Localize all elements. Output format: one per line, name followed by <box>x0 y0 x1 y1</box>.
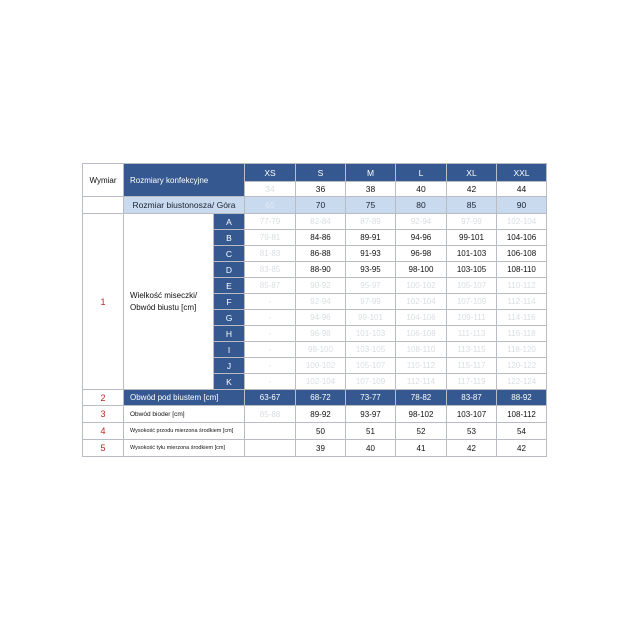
przod-row <box>83 423 547 440</box>
cup-size-label-line1: Wielkość miseczki/ <box>130 290 198 300</box>
table-cell: 108-110 <box>497 262 547 278</box>
table-cell: 100-102 <box>296 358 346 374</box>
table-cell: 85-88 <box>245 406 296 423</box>
cup-letter: A <box>214 214 245 230</box>
table-cell <box>245 440 296 457</box>
biustonosz-row <box>83 197 547 214</box>
cup-letter: D <box>214 262 245 278</box>
table-cell: 102-104 <box>497 214 547 230</box>
table-cell: 78-82 <box>396 390 447 406</box>
cup-letter: H <box>214 326 245 342</box>
table-cell: 42 <box>447 440 497 457</box>
table-cell: 93-95 <box>346 262 396 278</box>
biustonosz-value: 90 <box>497 197 547 214</box>
cup-letter: B <box>214 230 245 246</box>
table-cell: 98-102 <box>396 406 447 423</box>
table-cell: 89-92 <box>296 406 346 423</box>
table-cell: 110-112 <box>396 358 447 374</box>
table-cell: 102-104 <box>396 294 447 310</box>
table-cell: 101-103 <box>447 246 497 262</box>
cup-letter: E <box>214 278 245 294</box>
table-cell: 107-109 <box>346 374 396 390</box>
cup-letter: G <box>214 310 245 326</box>
table-cell: 105-107 <box>346 358 396 374</box>
table-cell: 52 <box>396 423 447 440</box>
konfekcja-value: 36 <box>296 182 346 197</box>
table-cell: 113-115 <box>447 342 497 358</box>
table-cell: 50 <box>296 423 346 440</box>
tyl-row <box>83 440 547 457</box>
table-cell: - <box>245 326 296 342</box>
table-cell: 98-100 <box>396 262 447 278</box>
table-cell: 110-112 <box>497 278 547 294</box>
size-header-xxl: XXL <box>497 164 547 182</box>
table-cell: 97-99 <box>447 214 497 230</box>
table-cell: 87-89 <box>346 214 396 230</box>
konfekcja-value: 38 <box>346 182 396 197</box>
przod-label: Wysokość przodu mierzona środkiem [cm] <box>124 423 245 440</box>
table-cell: 116-118 <box>497 326 547 342</box>
table-cell: 91-93 <box>346 246 396 262</box>
table-cell <box>245 423 296 440</box>
size-header-s: S <box>296 164 346 182</box>
cup-letter: I <box>214 342 245 358</box>
table-cell: 92-94 <box>296 294 346 310</box>
table-cell: 94-96 <box>296 310 346 326</box>
section-number-2: 2 <box>83 390 124 406</box>
tyl-label: Wysokość tyłu mierzona środkiem [cm] <box>124 440 245 457</box>
pod-biustem-row <box>83 390 547 406</box>
table-cell: 63-67 <box>245 390 296 406</box>
table-cell: 53 <box>447 423 497 440</box>
table-cell: 120-122 <box>497 358 547 374</box>
table-cell: 103-105 <box>346 342 396 358</box>
cup-letter: F <box>214 294 245 310</box>
table-cell: 90-92 <box>296 278 346 294</box>
size-chart-table <box>82 163 547 457</box>
table-cell: 92-94 <box>396 214 447 230</box>
table-cell: 122-124 <box>497 374 547 390</box>
size-header-xs: XS <box>245 164 296 182</box>
konfekcja-value: 40 <box>396 182 447 197</box>
table-cell: 96-98 <box>296 326 346 342</box>
table-cell: 51 <box>346 423 396 440</box>
cup-size-label-line2: Obwód biustu [cm] <box>130 302 197 312</box>
table-cell: 86-88 <box>296 246 346 262</box>
section-number-3: 3 <box>83 406 124 423</box>
table-cell: - <box>245 310 296 326</box>
table-cell: 89-91 <box>346 230 396 246</box>
cup-letter: C <box>214 246 245 262</box>
table-cell: 115-117 <box>447 358 497 374</box>
table-cell: 77-79 <box>245 214 296 230</box>
section-number-4: 4 <box>83 423 124 440</box>
biustonosz-label: Rozmiar biustonosza/ Góra <box>124 197 245 214</box>
table-cell: 88-90 <box>296 262 346 278</box>
table-cell: 68-72 <box>296 390 346 406</box>
table-cell: 94-96 <box>396 230 447 246</box>
biustonosz-value: 70 <box>296 197 346 214</box>
biodra-row <box>83 406 547 423</box>
table-cell: 88-92 <box>497 390 547 406</box>
pod-biustem-label: Obwód pod biustem [cm] <box>124 390 245 406</box>
table-cell: 114-116 <box>497 310 547 326</box>
cup-letter: J <box>214 358 245 374</box>
table-cell: - <box>245 374 296 390</box>
table-cell: 73-77 <box>346 390 396 406</box>
table-cell: 95-97 <box>346 278 396 294</box>
table-cell: 97-99 <box>346 294 396 310</box>
biustonosz-value: 80 <box>396 197 447 214</box>
table-cell: 99-101 <box>447 230 497 246</box>
table-cell: 106-108 <box>497 246 547 262</box>
table-cell: 104-106 <box>497 230 547 246</box>
konfekcja-value: 44 <box>497 182 547 197</box>
table-cell: 112-114 <box>497 294 547 310</box>
table-cell: 108-112 <box>497 406 547 423</box>
table-cell: 108-110 <box>396 342 447 358</box>
table-cell: 100-102 <box>396 278 447 294</box>
table-cell: 84-86 <box>296 230 346 246</box>
biustonosz-value: 85 <box>447 197 497 214</box>
size-header-row <box>83 164 547 182</box>
konfekcja-value: 42 <box>447 182 497 197</box>
table-cell: 83-85 <box>245 262 296 278</box>
table-cell: 39 <box>296 440 346 457</box>
table-cell: 40 <box>346 440 396 457</box>
table-cell: - <box>245 294 296 310</box>
table-cell: 99-101 <box>346 310 396 326</box>
table-cell: 105-107 <box>447 278 497 294</box>
table-cell: 106-108 <box>396 326 447 342</box>
biodra-label: Obwód bioder [cm] <box>124 406 245 423</box>
size-header-l: L <box>396 164 447 182</box>
table-cell: 54 <box>497 423 547 440</box>
table-cell: 112-114 <box>396 374 447 390</box>
table-cell: 42 <box>497 440 547 457</box>
table-cell: 41 <box>396 440 447 457</box>
table-cell: 85-87 <box>245 278 296 294</box>
section-number-5: 5 <box>83 440 124 457</box>
table-cell: 93-97 <box>346 406 396 423</box>
table-cell: 117-119 <box>447 374 497 390</box>
rozmiary-konfekcyjne-label: Rozmiary konfekcyjne <box>124 164 245 197</box>
table-cell: 111-113 <box>447 326 497 342</box>
table-cell: 109-111 <box>447 310 497 326</box>
table-cell: 98-100 <box>296 342 346 358</box>
cup-letter: K <box>214 374 245 390</box>
table-cell: 101-103 <box>346 326 396 342</box>
table-cell: 103-105 <box>447 262 497 278</box>
table-cell: 82-84 <box>296 214 346 230</box>
table-cell: 79-81 <box>245 230 296 246</box>
size-header-xl: XL <box>447 164 497 182</box>
cup-row-a <box>83 214 547 230</box>
table-cell: 83-87 <box>447 390 497 406</box>
wymiar-label: Wymiar <box>83 164 124 197</box>
biustonosz-value: 65 <box>245 197 296 214</box>
table-cell: 81-83 <box>245 246 296 262</box>
table-cell: 96-98 <box>396 246 447 262</box>
table-cell: - <box>245 342 296 358</box>
table-cell: - <box>245 358 296 374</box>
section-number-1: 1 <box>83 214 124 390</box>
table-cell: 118-120 <box>497 342 547 358</box>
table-cell: 104-106 <box>396 310 447 326</box>
table-cell: 103-107 <box>447 406 497 423</box>
biustonosz-value: 75 <box>346 197 396 214</box>
size-header-m: M <box>346 164 396 182</box>
cup-size-label <box>124 214 214 390</box>
table-cell: 102-104 <box>296 374 346 390</box>
table-cell: 107-109 <box>447 294 497 310</box>
empty-cell <box>83 197 124 214</box>
konfekcja-value: 34 <box>245 182 296 197</box>
